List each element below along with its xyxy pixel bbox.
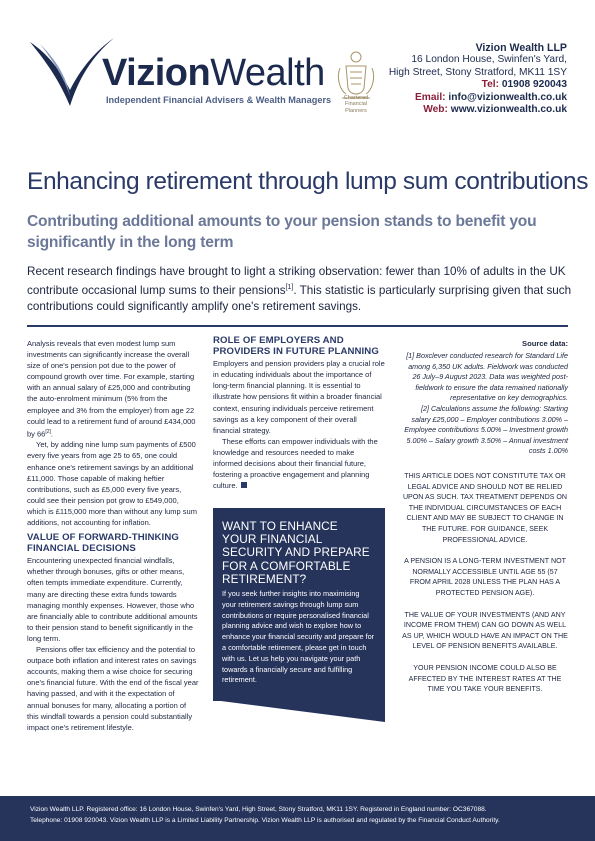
- source-note: [1] Boxclever conducted research for Standard Life among 6,350 UK adults. Fieldwork was conducted 26 July–9 August 2023. Data was weighted post-fieldwork to ensure the data remained nationally representative on key demographics.: [406, 351, 568, 403]
- article-title: Enhancing retirement through lump sum contributions: [27, 168, 589, 195]
- logo-name-bold: Vizion: [102, 52, 211, 94]
- crest-label-line3: Planners: [345, 107, 367, 114]
- tel-row: [337, 79, 567, 91]
- web-link[interactable]: www.vizionwealth.co.uk: [450, 104, 567, 116]
- logo-name-light: Wealth: [210, 52, 325, 94]
- cta-body: If you seek further insights into maximising your retirement savings through lump sum contributions or require personalised financial planning advice and wish to explore how to enhance your financial security and prepare for a comfortable retirement, please get in touch with us. Let us help you navigate your path towards a financially secure and fulfilling retirement.: [222, 589, 375, 685]
- section-heading: ROLE OF EMPLOYERS AND PROVIDERS IN FUTURE PLANNING: [213, 335, 379, 357]
- disclaimers: [402, 471, 568, 695]
- section-heading: VALUE OF FORWARD-THINKING FINANCIAL DECISIONS: [27, 532, 179, 554]
- email-link[interactable]: info@vizionwealth.co.uk: [448, 91, 567, 103]
- column-middle: [213, 336, 385, 491]
- footer: [0, 796, 595, 841]
- paragraph-text: These efforts can empower individuals with the knowledge and resources needed to make informed decisions about their financial future, fostering a proactive engagement and planning culture.: [213, 436, 378, 491]
- source-note: [2] Calculations assume the following: Starting salary £25,000 – Employer contributions 3.00% – Employee contributions 5.00% – Investment growth 5.00% – Salary growth 3.50% – Annual investment costs 1.00%: [404, 404, 568, 456]
- address-line1: 16 London House, Swinfen's Yard,: [411, 54, 567, 66]
- tel-link[interactable]: 01908 920043: [501, 79, 567, 91]
- email-label: Email:: [414, 91, 446, 103]
- column-left: [27, 338, 199, 733]
- vizion-wealth-logo[interactable]: [26, 34, 332, 114]
- column-right: [402, 338, 568, 706]
- article-intro: [27, 264, 572, 316]
- web-row: [337, 104, 567, 116]
- web-label: Web:: [423, 104, 448, 116]
- company-name: Vizion Wealth LLP: [475, 42, 567, 54]
- paragraph: [213, 436, 385, 491]
- crest-label-line2: Financial: [344, 101, 367, 108]
- paragraph: Employers and pension providers play a crucial role in educating individuals about the importance of long-term financial planning. It is essential to illustrate how pensions fit within a broader financial context, ensuring individuals perceive retirement savings as a key component of their overall financial strategy.: [213, 359, 385, 435]
- disclaimer: YOUR PENSION INCOME COULD ALSO BE AFFECTED BY THE INTEREST RATES AT THE TIME YOU TAKE YOUR BENEFITS.: [408, 663, 562, 694]
- section-divider: [27, 325, 568, 327]
- paragraph: Encountering unexpected financial windfalls, whether through bonuses, gifts or other means, often tempts immediate expenditure. Currently, many are directing these extra funds towards managing monthly expenses. However, those who are financially able to contribute additional amounts to their pension stand to benefit significantly in the long term.: [27, 556, 198, 643]
- paragraph-text: Analysis reveals that even modest lump sum investments can significantly increase the overall size of one's pension pot due to the power of compound growth over time. For example, starting with an annual salary of £25,000 and contributing the auto-enrolment minimum (5% from the employee and 3% from the employer) from age 22 could lead to a retirement fund of around £434,000 by 66: [27, 339, 196, 439]
- cta-box: [213, 508, 385, 701]
- square-icon: [241, 482, 247, 488]
- intro-text-b: . This statistic is particularly surprising given that such contributions could significantly amplify one's retirement savings.: [27, 284, 572, 314]
- paragraph: Yet, by adding nine lump sum payments of £500 every five years from age 25 to 65, one could enhance one's retirement savings by an additional £11,000. Those capable of making heftier contributions, such as £5,000 every five years, could see their pension pot grow to £549,000, which is £115,000 more than without any lump sum additions, not accounting for inflation.: [27, 440, 197, 527]
- disclaimer: THE VALUE OF YOUR INVESTMENTS (AND ANY INCOME FROM THEM) CAN GO DOWN AS WELL AS UP, WHICH WOULD HAVE AN IMPACT ON THE LEVEL OF PENSION BENEFITS AVAILABLE.: [402, 610, 568, 651]
- paragraph: [27, 338, 199, 439]
- disclaimer: A PENSION IS A LONG-TERM INVESTMENT NOT NORMALLY ACCESSIBLE UNTIL AGE 55 (57 FROM APRIL 2028 UNLESS THE PLAN HAS A PROTECTED PENSION AGE).: [404, 557, 566, 597]
- footer-line1: Vizion Wealth LLP. Registered office: 16 London House, Swinfen's Yard, High Street, Stony Stratford, MK11 1SY. Registered in England number: OC367088.: [30, 806, 487, 813]
- article-subtitle: Contributing additional amounts to your pension stands to benefit you significantly in the long term: [27, 213, 537, 251]
- intro-text-a: Recent research findings have brought to light a striking observation: fewer than 10% of adults in the UK contribute occasional lump sums to their pensions: [27, 265, 566, 298]
- email-row: [337, 92, 567, 104]
- source-data: [402, 351, 568, 457]
- logo-wordmark: [102, 54, 325, 92]
- logo-tagline: Independent Financial Advisers & Wealth Managers: [106, 95, 332, 105]
- cta-heading: WANT TO ENHANCE YOUR FINANCIAL SECURITY AND PREPARE FOR A COMFORTABLE RETIREMENT?: [222, 519, 370, 586]
- paragraph: Pensions offer tax efficiency and the potential to outpace both inflation and interest rates on savings accounts, making them a wise choice for securing one's financial future. With the end of the fiscal year having passed, and with it the expectation of annual bonuses for many, allocating a portion of this windfall towards a pension could substantially impact one's retirement lifestyle.: [27, 645, 199, 732]
- source-data-title: Source data:: [522, 339, 568, 348]
- footnote-ref: [2]: [45, 428, 51, 435]
- paragraph-text-end: .: [50, 429, 54, 439]
- intro-ref: [1]: [285, 284, 294, 292]
- disclaimer: THIS ARTICLE DOES NOT CONSTITUTE TAX OR LEGAL ADVICE AND SHOULD NOT BE RELIED UPON AS SUCH. TAX TREATMENT DEPENDS ON THE INDIVIDUAL CIRCUMSTANCES OF EACH CLIENT AND MAY BE SUBJECT TO CHANGE IN THE FUTURE. FOR GUIDANCE, SEEK PROFESSIONAL ADVICE.: [402, 472, 568, 544]
- tel-label: Tel:: [481, 79, 499, 91]
- crest-label-line1: Chartered: [343, 95, 369, 101]
- contact-block: [337, 42, 567, 116]
- cta-box-tail: [213, 700, 385, 722]
- address-line2: High Street, Stony Stratford, MK11 1SY: [388, 66, 567, 78]
- footer-line2: Telephone: 01908 920043. Vizion Wealth LLP is a Limited Liability Partnership. Vizion Wealth LLP is authorised and regulated by the Financial Conduct Authority.: [30, 817, 500, 824]
